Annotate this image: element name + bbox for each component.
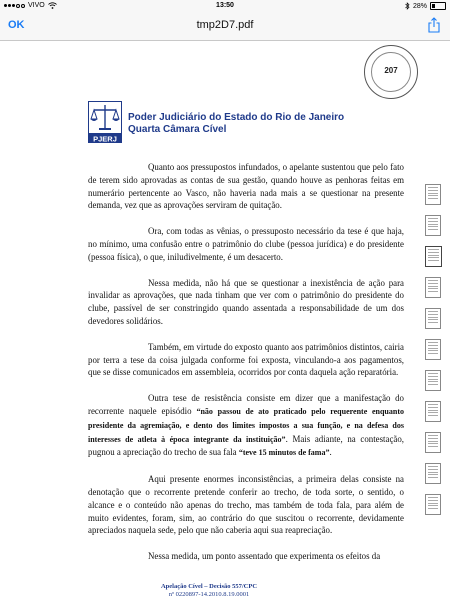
page-thumbnail[interactable]: [425, 494, 441, 515]
footer-case-number: nº 0220897-14.2010.8.19.0001: [168, 591, 250, 598]
page-stamp: [364, 45, 418, 99]
ok-button[interactable]: OK: [8, 19, 25, 31]
page-thumbnail-current[interactable]: [425, 246, 442, 267]
page-thumbnail[interactable]: [425, 370, 441, 391]
page-thumbnail[interactable]: [425, 432, 441, 453]
paragraph-5-text-c: .: [329, 447, 332, 458]
paragraph-5-text-b: . Mais adiante, na contestação, pugnou a apreciação do trecho de sua fala: [88, 433, 404, 458]
paragraph-5-quote-2: “teve 15 minutos de fama”: [238, 448, 330, 458]
paragraph-5-quote-1: “não passou de ato praticado pelo requerente enquanto presidente da agremiação, e dento dos limites impostos a sua função, e na defesa dos interesses de atleta à época integrante da instituição”: [88, 406, 404, 444]
paragraph-1: Quanto aos pressupostos infundados, o apelante sustentou que pelo fato de terem sido aprovadas as contas de sua gestão, quando houve as penhoras feitas em numerário pertencente ao Vasco, não haveria nada mais a se questionar na presente demanda, vez que as aprovações serviram de quitação.: [88, 162, 404, 211]
paragraph-5: [88, 392, 404, 460]
status-right: [405, 2, 446, 10]
battery-icon: [430, 2, 446, 10]
document-title: tmp2D7.pdf: [196, 19, 254, 31]
stamp-page-number: 207: [384, 66, 398, 75]
navigation-bar: [0, 12, 450, 41]
page-thumbnail[interactable]: [425, 277, 441, 298]
status-time: 13:50: [216, 2, 234, 9]
pdf-page: [0, 41, 418, 600]
page-thumbnail[interactable]: [425, 308, 441, 329]
paragraph-4: Também, em virtude do exposto quanto aos patrimônios distintos, cairia por terra a tese da coisa julgada conforme foi exposta, vinculando-a aos pagamentos, que se disse comunicados em assembleia, ocorridos por conta daquela ação reparatória.: [88, 341, 404, 378]
page-thumbnail-strip[interactable]: [422, 184, 444, 525]
status-bar: [0, 0, 450, 12]
document-header: [88, 101, 344, 143]
court-header-text: [128, 112, 344, 136]
pjerj-logo: [88, 101, 122, 143]
share-icon[interactable]: [428, 17, 440, 33]
document-body: [88, 161, 404, 576]
court-name-line2: Quarta Câmara Cível: [128, 124, 227, 135]
document-footer: [0, 583, 418, 599]
paragraph-2: Ora, com todas as vênias, o pressuposto necessário da tese é que haja, no mínimo, uma confusão entre o patrimônio do clube (pessoa jurídica) e do presidente (pessoa física), o que, iniludivelmente, é um desacerto.: [88, 226, 404, 262]
paragraph-3: Nessa medida, não há que se questionar a inexistência de ação para invalidar as aprovações, que nada tinham que ver com o patrimônio do presidente do clube, passível de ser constringido quando assentada a responsabilidade de um dos devedores solidários.: [88, 277, 404, 326]
court-name-line1: Poder Judiciário do Estado do Rio de Janeiro: [128, 112, 345, 123]
paragraph-7: Nessa medida, um ponto assentado que experimenta os efeitos da: [148, 551, 381, 562]
page-thumbnail[interactable]: [425, 184, 441, 205]
carrier-label: VIVO: [28, 2, 45, 9]
page-thumbnail[interactable]: [425, 339, 441, 360]
battery-percent: 28%: [412, 2, 427, 10]
page-thumbnail[interactable]: [425, 401, 441, 422]
footer-case-type: Apelação Cível – Decisão 557/CPC: [160, 583, 258, 590]
page-thumbnail[interactable]: [425, 463, 441, 484]
paragraph-5-text-a: Outra tese de resistência consiste em dizer que a manifestação do recorrente naquele episódio: [88, 393, 404, 416]
logo-text: PJERJ: [93, 134, 117, 143]
bluetooth-icon: [405, 2, 410, 10]
paragraph-6: Aqui presente enormes inconsistências, a primeira delas consiste na denotação que o recorrente pretende conferir ao trecho, de toda sorte, o sentido, o alcance e o conteúdo não apenas do trecho, mas também de toda fala, para além de muito evidentes, foram, sim, ao contrário do que suscitou o recorrente, devidamente apreciados naquela sede, pelo que não caberia aqui sua reapreciação.: [88, 474, 404, 536]
page-thumbnail[interactable]: [425, 215, 441, 236]
